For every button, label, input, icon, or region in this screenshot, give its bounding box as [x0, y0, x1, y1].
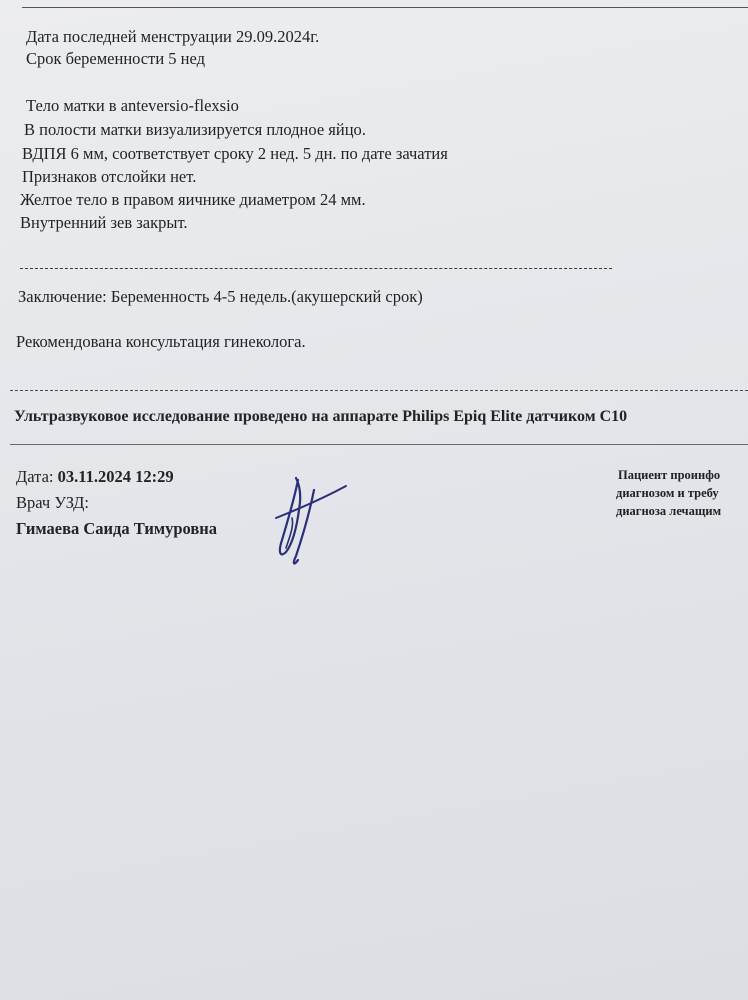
uterus-line: Тело матки в anteversio-flexsio	[26, 96, 239, 115]
equipment-line: Ультразвуковое исследование проведено на аппарате Philips Epiq Elite датчиком C10	[14, 408, 628, 425]
gestation-line: Срок беременности 5 нед	[26, 49, 206, 68]
doctor-label: Врач УЗД:	[16, 493, 89, 512]
cavity-line: В полости матки визуализируется плодное яйцо.	[24, 120, 366, 139]
recommendation-line: Рекомендована консультация гинеколога.	[16, 332, 306, 351]
doctor-name: Гимаева Саида Тимуровна	[16, 519, 218, 538]
date-value: 03.11.2024 12:29	[57, 467, 174, 486]
dashed-separator	[20, 268, 612, 269]
middle-rule	[10, 390, 748, 391]
lmp-line: Дата последней менструации 29.09.2024г.	[26, 27, 320, 46]
internal-os-line: Внутренний зев закрыт.	[20, 213, 188, 232]
corpus-luteum-line: Желтое тело в правом яичнике диаметром 24 мм.	[20, 190, 366, 209]
detachment-line: Признаков отслойки нет.	[22, 167, 197, 186]
lower-rule	[10, 444, 748, 445]
top-rule	[22, 7, 748, 8]
date-label: Дата:	[16, 467, 58, 486]
notice-line-1: Пациент проинфо	[618, 468, 721, 482]
exam-date	[16, 467, 174, 487]
conclusion-line: Заключение: Беременность 4-5 недель.(акушерский срок)	[18, 287, 423, 306]
signature-icon	[268, 460, 358, 570]
gestational-sac-line: ВДПЯ 6 мм, соответствует сроку 2 нед. 5 дн. по дате зачатия	[22, 144, 448, 163]
notice-line-3: диагноза лечащим	[616, 504, 722, 518]
notice-line-2: диагнозом и требу	[616, 486, 719, 500]
